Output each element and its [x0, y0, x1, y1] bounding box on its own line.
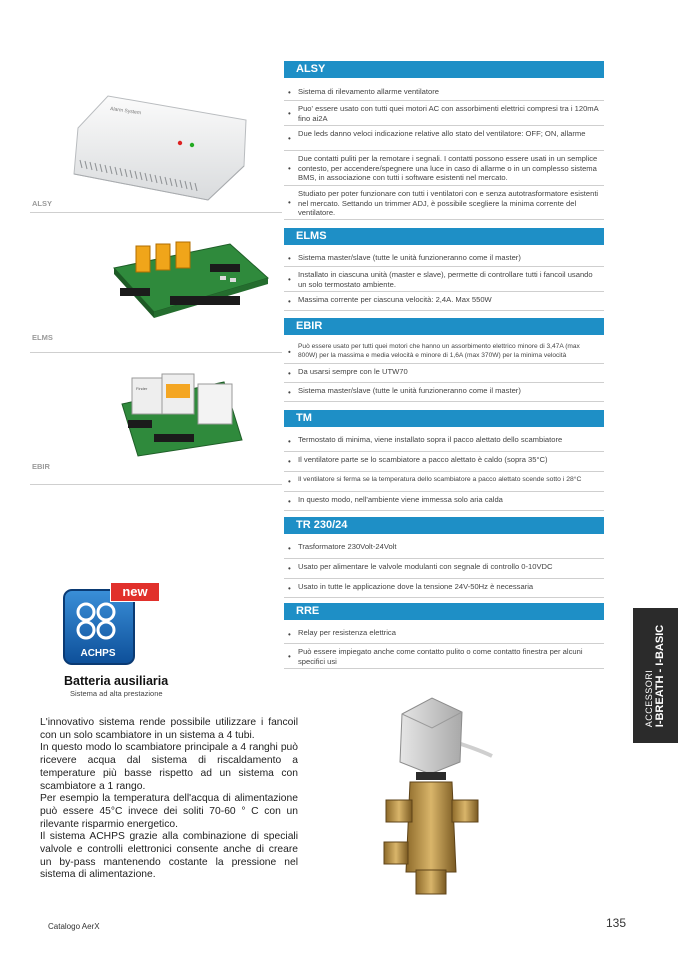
product-label-ebir: EBIR: [32, 462, 50, 471]
achps-subtitle: Sistema ad alta prestazione: [70, 689, 163, 698]
list-item: • Usato per alimentare le valvole modulanti con segnale di controllo 0-10VDC: [284, 560, 604, 579]
list-item: • Due leds danno veloci indicazione relative allo stato del ventilatore: OFF; ON, allarme: [284, 127, 604, 151]
list-item: • Termostato di minima, viene installato sopra il pacco alettato dello scambiatore: [284, 433, 604, 452]
section-title-tm: TM: [284, 410, 604, 427]
divider: [30, 352, 282, 353]
achps-title: Batteria ausiliaria: [64, 674, 169, 688]
list-item: • Trasformatore 230Volt-24Volt: [284, 540, 604, 559]
section-title-rre: RRE: [284, 603, 604, 620]
list-item: • Installato in ciascuna unità (master e slave), permette di controllare tutti i fancoil usando un solo termostato ambiente.: [284, 268, 604, 292]
page-number: 135: [606, 916, 627, 930]
section-title-alsy: ALSY: [284, 61, 604, 78]
divider: [30, 212, 282, 213]
divider: [30, 484, 282, 485]
list-item: • In questo modo, nell'ambiente viene immessa solo aria calda: [284, 493, 604, 511]
device-brand-text: Alarm System: [109, 106, 142, 117]
ebir-board-image: [118, 368, 248, 458]
product-label-alsy: ALSY: [32, 199, 53, 208]
list-item: • Studiato per poter funzionare con tutti i ventilatori con e senza autotrasformatore esistenti nel mercato. Settando un trimmer ADJ, è possibile scegliere la minima corrente del ventilatore.: [284, 187, 604, 220]
section-title-tr: TR 230/24: [284, 517, 604, 534]
achps-logo-text: ACHPS: [80, 648, 116, 659]
list-item: • Può essere usato per tutti quei motori che hanno un assorbimento elettrico minore di 3,47A (max 800W) per la massima e media velocità e minore di 1,6A (max 370W) per la minima velocità: [284, 340, 604, 364]
elms-board-image: [110, 238, 270, 334]
product-label-elms: ELMS: [32, 333, 53, 342]
list-item: • Sistema di rilevamento allarme ventilatore: [284, 85, 604, 101]
list-item: • Può essere impiegato anche come contatto pulito o come contatto finestra per alcuni specifici usi: [284, 645, 604, 669]
side-tab-text: [644, 625, 666, 727]
new-badge: new: [110, 582, 160, 602]
section-title-elms: ELMS: [284, 228, 604, 245]
achps-description: L'innovativo sistema rende possibile utilizzare i fancoil con un solo scambiatore in un sistema a 4 tubi. In questo modo lo scambiatore principale a 4 ranghi può ricevere acqua dal sistema di riscaldamento a temperature più basse rispetto ad un sistema con scambiatore a 1 rango. Per esempio la temperatura dell'acqua di alimentazione può essere 45°C invece dei soliti 70-60 ° C con un rilevante risparmio energetico. Il sistema ACHPS grazie alla combinazione di speciali valvole e controlli elettronici consente anche di creare un by-pass mantenendo costante la pressione nel sistema di alimentazione.: [40, 717, 298, 881]
valve-image: [380, 692, 495, 902]
list-item: • Sistema master/slave (tutte le unità funzioneranno come il master): [284, 251, 604, 267]
svg-text:Finder: Finder: [136, 386, 148, 391]
section-title-ebir: EBIR: [284, 318, 604, 335]
footer-catalog-name: Catalogo AerX: [48, 922, 100, 931]
alsy-device-image: [68, 88, 253, 206]
list-item: • Usato in tutte le applicazione dove la tensione 24V-50Hz è necessaria: [284, 580, 604, 598]
list-item: • Relay per resistenza elettrica: [284, 626, 604, 644]
side-tab-category: ACCESSORI: [644, 669, 654, 728]
list-item: • Il ventilatore si ferma se la temperatura dello scambiatore a pacco alettato scende sotto i 28°C: [284, 473, 604, 492]
list-item: • Sistema master/slave (tutte le unità funzioneranno come il master): [284, 384, 604, 402]
list-item: • Massima corrente per ciascuna velocità: 2,4A. Max 550W: [284, 293, 604, 311]
list-item: • Due contatti puliti per la remotare i segnali. I contatti possono essere usati in un semplice contesto, per accendere/spegnere una luce in caso di allarme o in un complesso sistema BMS, in associazione con tutti i software esistenti nel mercato.: [284, 152, 604, 186]
side-tab-product-line: I-BREATH - I-BASIC: [654, 624, 666, 728]
list-item: • Da usarsi sempre con le UTW70: [284, 365, 604, 383]
list-item: • Il ventilatore parte se lo scambiatore a pacco alettato è caldo (sopra 35°C): [284, 453, 604, 472]
list-item: • Puo' essere usato con tutti quei motori AC con assorbimenti elettrici compresi tra i 120mA fino ai2A: [284, 102, 604, 126]
